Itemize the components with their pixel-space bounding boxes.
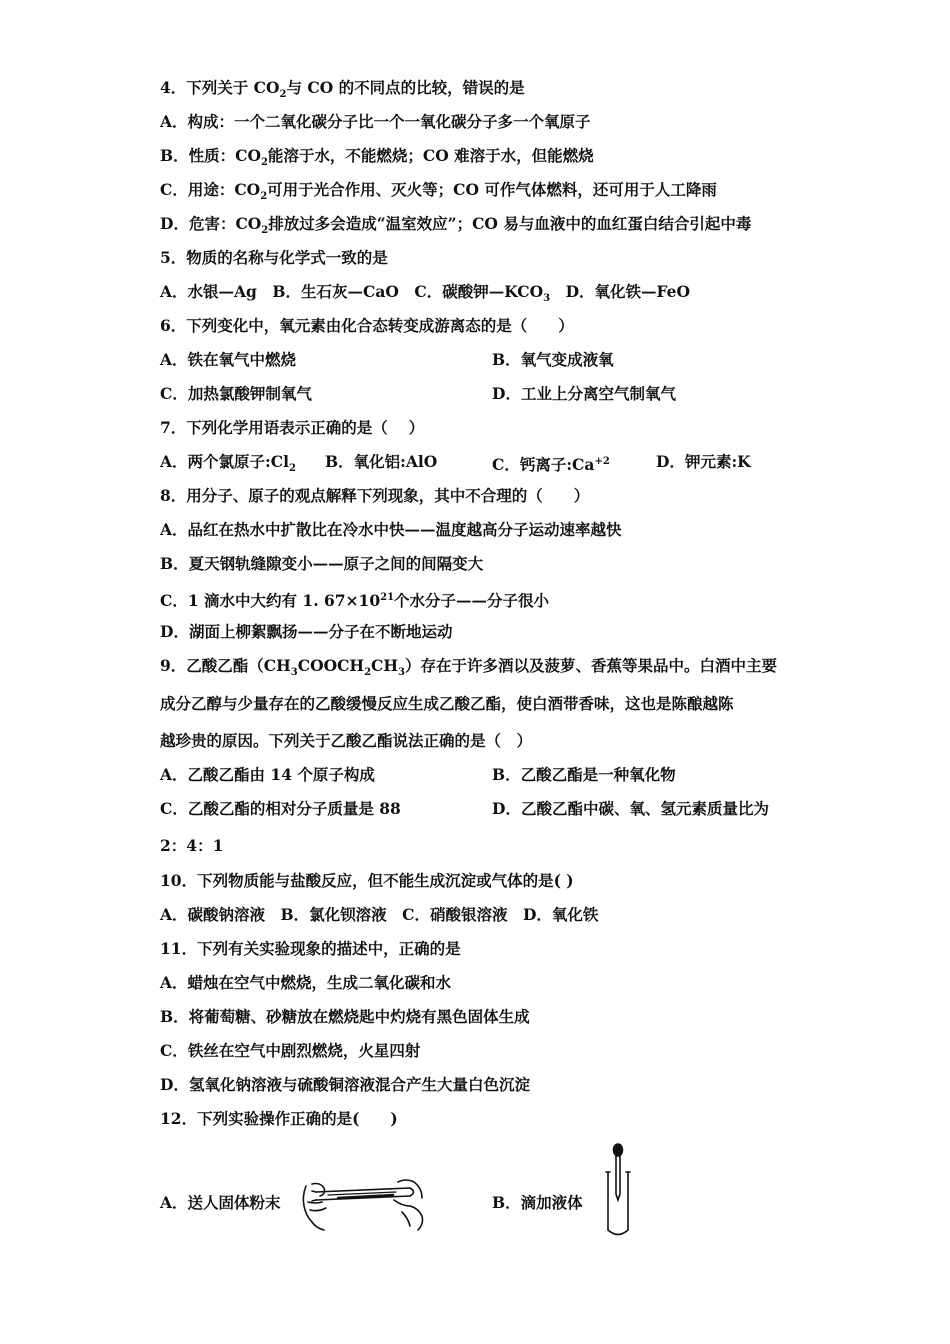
q12-option-a: A．送人固体粉末: [160, 1193, 281, 1212]
q7-option-d: D．钾元素:K: [656, 452, 751, 471]
q11-option-a: A．蜡烛在空气中燃烧，生成二氧化碳和水: [160, 973, 452, 992]
q6-option-c: C．加热氯酸钾制氧气: [160, 384, 312, 403]
q8-option-c: C．1 滴水中大约有 1. $67\times 10^{21}$个水分子——分子很小: [160, 591, 550, 611]
q6-option-a: A．铁在氧气中燃烧: [160, 350, 297, 369]
q7-option-c: C．钙离子$:Ca^{+2}$: [492, 455, 610, 475]
horizontal-test-tube-hands-figure: [298, 1172, 428, 1234]
q8-option-b: B．夏天钢轨缝隙变小——原子之间的间隔变大: [160, 554, 484, 573]
q6-option-b: B．氧气变成液氧: [492, 350, 614, 369]
dropper-test-tube-figure: [598, 1142, 638, 1240]
q9-option-a: A．乙酸乙酯由 14 个原子构成: [160, 765, 375, 784]
q7-stem: 7．下列化学用语表示正确的是（ ）: [160, 418, 425, 437]
q4-stem: 4．下列关于 $CO_2$与 CO 的不同点的比较，错误的是: [160, 78, 525, 101]
q11-stem: 11．下列有关实验现象的描述中，正确的是: [160, 939, 461, 958]
q4-option-d: D．危害：$CO_2$排放过多会造成“温室效应”；CO 易与血液中的血红蛋白结合引起中毒: [160, 214, 752, 237]
q9-stem-line2: 成分乙醇与少量存在的乙酸缓慢反应生成乙酸乙酯，使白酒带香味，这也是陈酿越陈: [160, 694, 734, 713]
q7-option-b: B．氧化铝:AlO: [325, 452, 438, 471]
q4-option-a: A．构成：一个二氧化碳分子比一个一氧化碳分子多一个氧原子: [160, 112, 591, 131]
q9-option-d-continued: 2：4：1: [160, 836, 224, 855]
q9-stem-line1: 9．乙酸乙酯$(CH_3COOCH_2CH_3)$存在于许多酒以及菠萝、香蕉等果品中。白酒中主要: [160, 656, 778, 679]
q8-option-a: A．品红在热水中扩散比在冷水中快——温度越高分子运动速率越快: [160, 520, 622, 539]
q10-options: A．碳酸钠溶液 B．氯化钡溶液 C．硝酸银溶液 D．氧化铁: [160, 905, 599, 924]
q10-stem: 10．下列物质能与盐酸反应，但不能生成沉淀或气体的是( ): [160, 871, 574, 890]
q8-option-d: D．湖面上柳絮飘扬——分子在不断地运动: [160, 622, 453, 641]
q12-option-b: B．滴加液体: [492, 1193, 583, 1212]
q6-stem: 6．下列变化中，氧元素由化合态转变成游离态的是（ ）: [160, 316, 574, 335]
q5-options: A．水银—Ag B．生石灰—CaO C．碳酸钾$—KCO_3$ D．氧化铁—FeO: [160, 282, 691, 305]
q4-option-b: B．性质：$CO_2$能溶于水，不能燃烧；CO 难溶于水，但能燃烧: [160, 146, 594, 169]
q9-option-b: B．乙酸乙酯是一种氧化物: [492, 765, 676, 784]
q6-option-d: D．工业上分离空气制氧气: [492, 384, 676, 403]
q9-option-d: D．乙酸乙酯中碳、氧、氢元素质量比为: [492, 799, 769, 818]
q9-stem-line3: 越珍贵的原因。下列关于乙酸乙酯说法正确的是（ ）: [160, 731, 533, 750]
q4-option-c: C．用途：$CO_2$可用于光合作用、灭火等；CO 可作气体燃料，还可用于人工降雨: [160, 180, 717, 203]
q8-stem: 8．用分子、原子的观点解释下列现象，其中不合理的（ ）: [160, 486, 590, 505]
q11-option-d: D．氢氧化钠溶液与硫酸铜溶液混合产生大量白色沉淀: [160, 1075, 530, 1094]
q7-option-a: A．两个氯原子$:Cl_2$: [160, 452, 296, 475]
q11-option-b: B．将葡萄糖、砂糖放在燃烧匙中灼烧有黑色固体生成: [160, 1007, 530, 1026]
q5-stem: 5．物质的名称与化学式一致的是: [160, 248, 388, 267]
q11-option-c: C．铁丝在空气中剧烈燃烧，火星四射: [160, 1041, 421, 1060]
q9-option-c: C．乙酸乙酯的相对分子质量是 88: [160, 799, 401, 818]
q12-stem: 12．下列实验操作正确的是( ): [160, 1109, 398, 1128]
